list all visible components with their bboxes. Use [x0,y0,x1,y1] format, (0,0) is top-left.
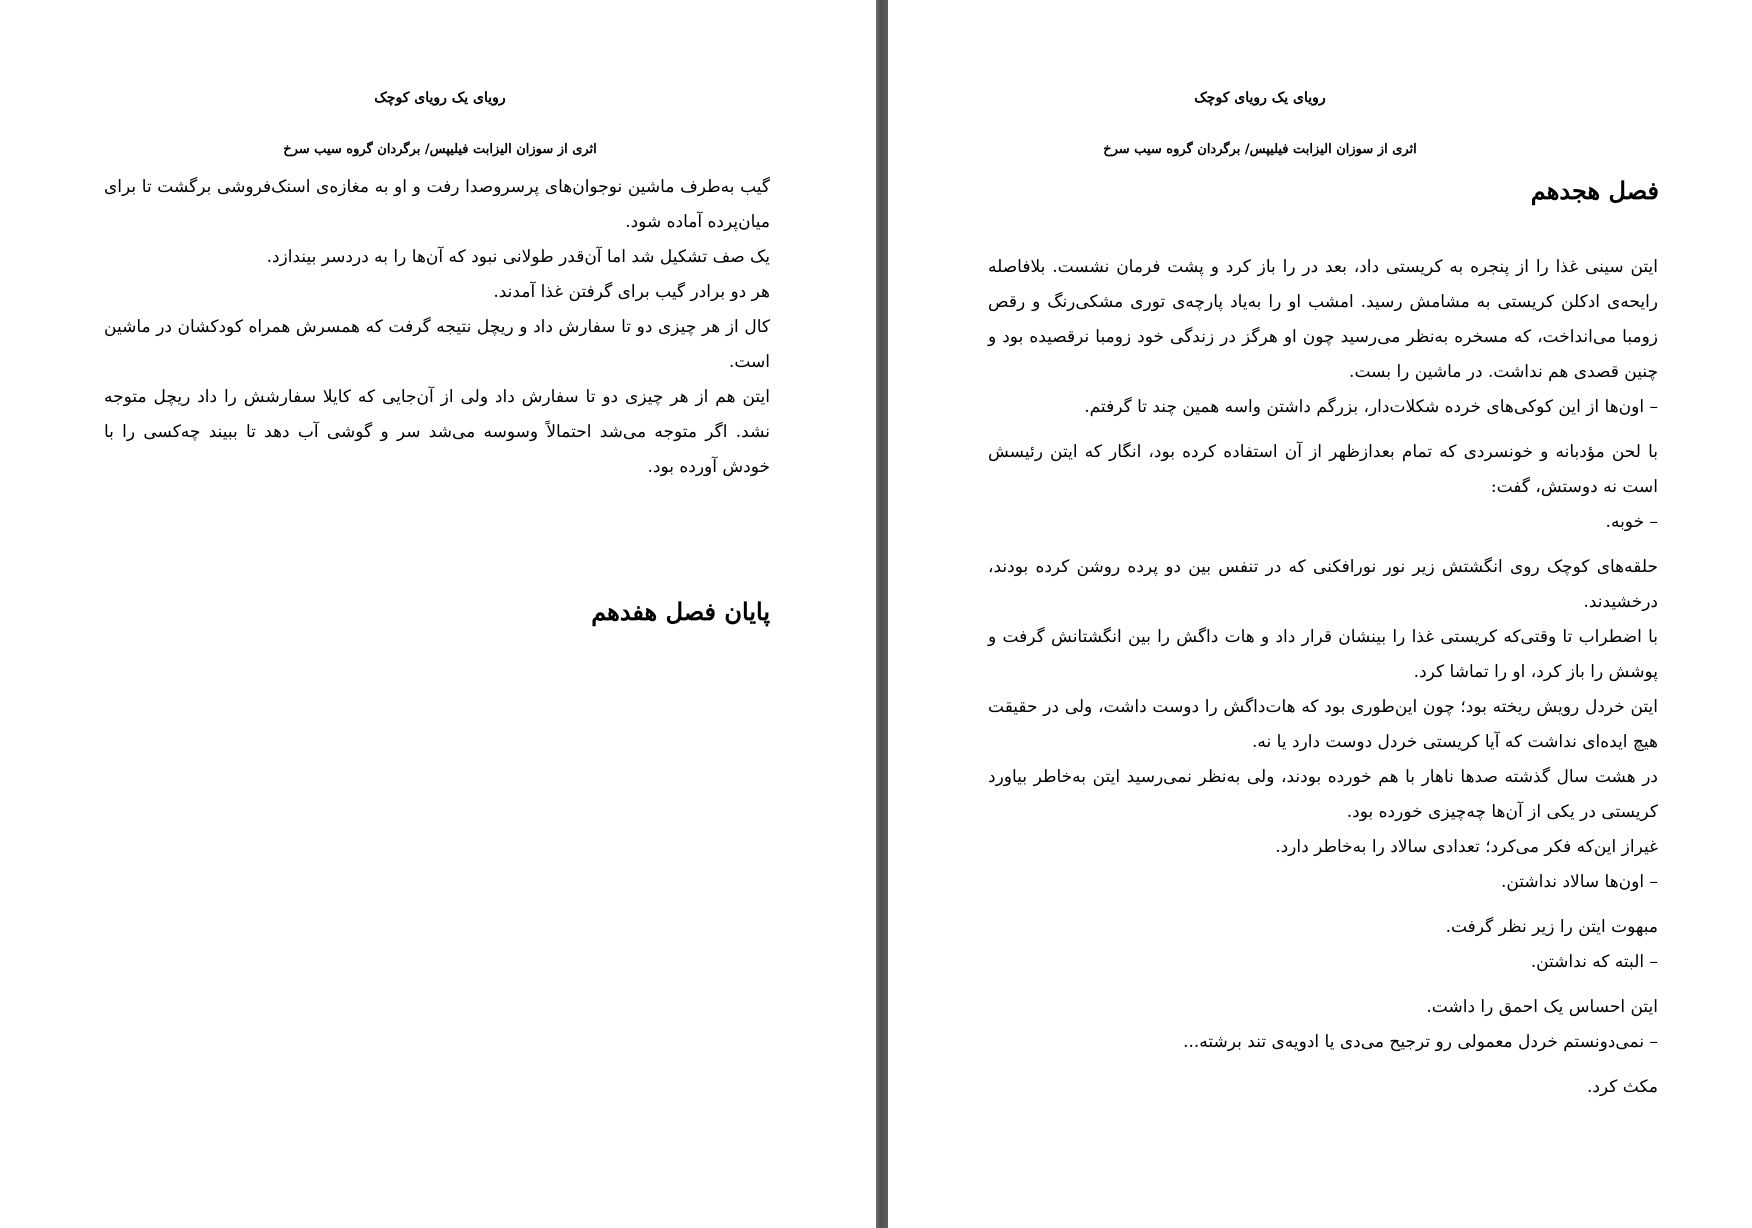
right-paragraph-10: – اون‌ها سالاد نداشتن. [1500,872,1658,892]
right-page-header-title: رویای یک رویای کوچک [1194,90,1326,106]
left-paragraph-2: یک صف تشکیل شد اما آن‌قدر طولانی نبود که آن‌ها را به دردسر بیندازد. [266,247,770,267]
right-page-header-subtitle: اثری از سوزان الیزابت فیلیپس/ برگردان گروه سیب سرخ [1103,142,1417,157]
left-paragraph-4: کال از هر چیزی دو تا سفارش داد و ریچل نتیجه گرفت که همسرش همراه کودکشان در ماشین است. [104,317,770,372]
right-paragraph-8: در هشت سال گذشته صدها ناهار با هم خورده بودند، ولی به‌نظر نمی‌رسید ایتن به‌خاطر بیاورد کریستی در یکی از آن‌ها چه‌چیزی خورده بود. [988,767,1658,822]
left-page-header-subtitle: اثری از سوزان الیزابت فیلیپس/ برگردان گروه سیب سرخ [283,142,597,157]
right-paragraph-15: مکث کرد. [1586,1077,1658,1097]
left-paragraph-5: ایتن هم از هر چیزی دو تا سفارش داد ولی از آن‌جایی که کایلا سفارشش را داد ریچل متوجه نشد. اگر متوجه می‌شد احتمالاً وسوسه می‌شد سر و گوشی آب دهد تا ببیند چه‌کسی را با خودش آورده بود. [104,387,770,477]
right-paragraph-11: مبهوت ایتن را زیر نظر گرفت. [1445,917,1658,937]
right-page [888,0,1752,1228]
right-paragraph-3: با لحن مؤدبانه و خونسردی که تمام بعدازظهر از آن استفاده کرده بود، انگار که ایتن رئیسش است نه دوستش، گفت: [988,442,1658,497]
right-paragraph-12: – البته که نداشتن. [1530,952,1658,972]
page-gutter-divider [876,0,888,1228]
right-paragraph-2: – اون‌ها از این کوکی‌های خرده شکلات‌دار، بزرگم داشتن واسه همین چند تا گرفتم. [1084,397,1658,417]
right-page-body [988,250,1658,1105]
left-paragraph-3: هر دو برادر گیب برای گرفتن غذا آمدند. [493,282,770,302]
right-paragraph-4: – خوبه. [1605,512,1658,532]
left-page-header-title: رویای یک رویای کوچک [374,90,506,106]
right-paragraph-13: ایتن احساس یک احمق را داشت. [1426,997,1658,1017]
right-paragraph-6: با اضطراب تا وقتی‌که کریستی غذا را بینشان قرار داد و هات داگش را بین انگشتانش گرفت و پوشش را باز کرد، او را تماشا کرد. [988,627,1658,682]
right-paragraph-5: حلقه‌های کوچک روی انگشتش زیر نور نورافکنی که در تنفس بین دو پرده روشن کرده بودند، درخشیدند. [988,557,1658,612]
left-page-body [104,170,770,485]
right-paragraph-7: ایتن خردل رویش ریخته بود؛ چون این‌طوری بود که هات‌داگش را دوست داشت، ولی در حقیقت هیچ ایده‌ای نداشت که آیا کریستی خردل دوست دارد یا نه. [988,697,1658,752]
right-paragraph-9: غیراز این‌که فکر می‌کرد؛ تعدادی سالاد را به‌خاطر دارد. [1275,837,1658,857]
left-paragraph-1: گیب به‌طرف ماشین نوجوان‌های پرسروصدا رفت و او به مغازه‌ی اسنک‌فروشی برگشت تا برای میان‌پرده آماده شود. [104,177,770,232]
right-paragraph-14: – نمی‌دونستم خردل معمولی رو ترجیح می‌دی یا ادویه‌ی تند برشته... [1183,1032,1658,1052]
chapter-heading: فصل هجدهم [1530,176,1659,205]
right-paragraph-1: ایتن سینی غذا را از پنجره به کریستی داد، بعد در را باز کرد و پشت فرمان نشست. بلافاصله رایحه‌ی ادکلن کریستی به مشامش رسید. امشب او را به‌یاد پارچه‌ی توری مشکی‌رنگ و رقص زومبا می‌انداخت، که مسخره به‌نظر می‌رسید چون او هرگز در زندگی خود زومبا نرقصیده بود و چنین قصدی هم نداشت. در ماشین را بست. [988,257,1658,382]
chapter-end-heading: پایان فصل هفدهم [591,597,770,626]
